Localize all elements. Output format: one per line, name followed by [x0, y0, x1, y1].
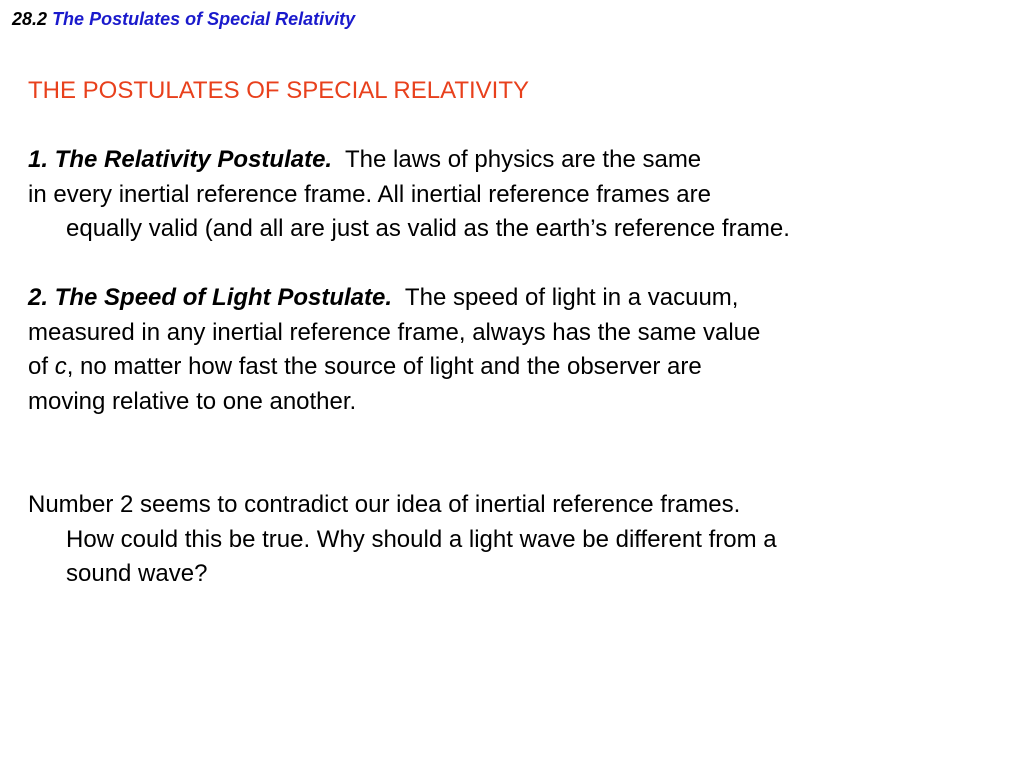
question-line-1: Number 2 seems to contradict our idea of inertial reference frames. — [28, 491, 741, 518]
question-line-2: How could this be true. Why should a light wave be different from a — [66, 525, 777, 553]
postulate-2-name: 2. The Speed of Light Postulate. — [28, 284, 393, 311]
spacer — [28, 247, 988, 282]
question-line-3: sound wave? — [66, 560, 208, 587]
postulate-1-line-3: equally valid (and all are just as valid as the earth’s reference frame. — [66, 215, 790, 242]
postulate-2-text: The speed of light in a vacuum, — [392, 284, 739, 311]
section-number: 28.2 — [12, 9, 48, 29]
postulate-1-line-2: in every inertial reference frame. All inertial reference frames are — [28, 180, 711, 208]
postulate-2-line-3-post: , no matter how fast the source of light and the observer are — [66, 353, 702, 380]
postulate-1-line-1 — [28, 143, 988, 178]
postulate-2-line-4: moving relative to one another. — [28, 387, 357, 415]
question-paragraph — [28, 488, 988, 592]
postulate-relativity — [28, 143, 988, 247]
speed-of-light-symbol: c — [54, 353, 67, 380]
section-title: The Postulates of Special Relativity — [52, 9, 356, 29]
postulate-1-name: 1. The Relativity Postulate. — [28, 146, 333, 173]
slide-header — [12, 8, 355, 30]
spacer — [28, 419, 988, 488]
postulate-1-text: The laws of physics are the same — [332, 146, 702, 173]
main-heading: THE POSTULATES OF SPECIAL RELATIVITY — [28, 77, 529, 104]
postulate-2-line-3-pre: of — [28, 353, 55, 380]
postulate-speed-of-light — [28, 281, 988, 419]
postulate-2-line-2: measured in any inertial reference frame, always has the same value — [28, 318, 761, 346]
postulate-2-line-3 — [28, 350, 988, 385]
spacer — [28, 109, 988, 144]
postulate-2-line-1 — [28, 281, 988, 316]
slide-content — [28, 74, 988, 592]
